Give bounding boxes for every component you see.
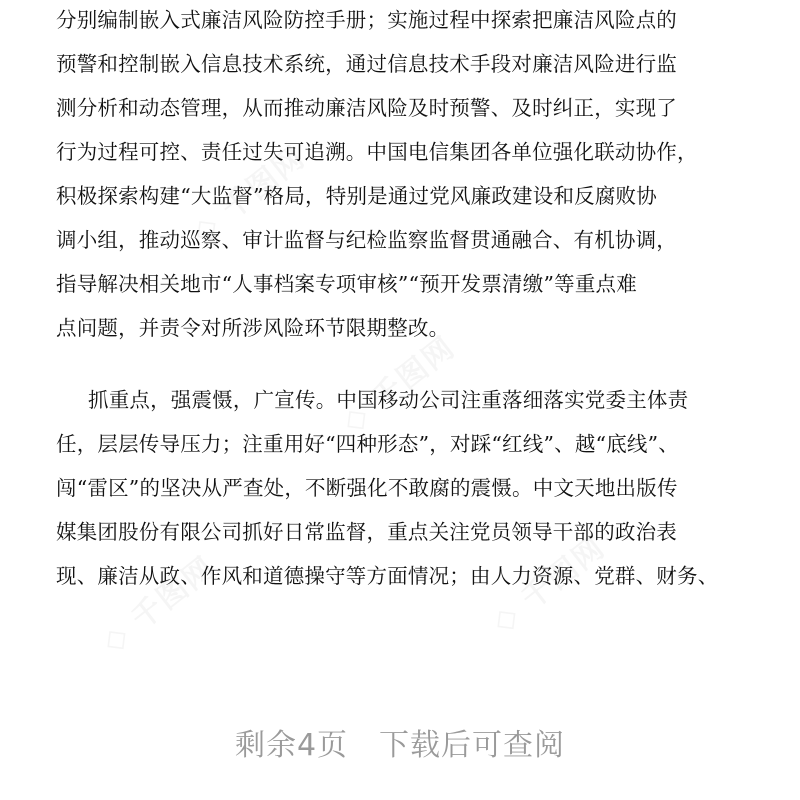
text-line: 点问题，并责令对所涉风险环节限期整改。 (56, 316, 450, 340)
text-line: 任，层层传导压力；注重用好“四种形态”，对踩“红线”、越“底线”、 (56, 432, 679, 456)
text-line: 现、廉洁从政、作风和道德操守等方面情况；由人力资源、党群、财务、 (56, 564, 719, 588)
watermark: ◇ 千图网 (95, 549, 223, 660)
remaining-pages-download-link[interactable]: 剩余4页 下载后可查阅 (234, 728, 566, 763)
text-line: 调小组，推动巡察、审计监督与纪检监察监督贯通融合、有机协调， (56, 228, 677, 252)
text-line: 指导解决相关地市“人事档案专项审核”“预开发票清缴”等重点难 (56, 272, 637, 296)
watermark: ◇ 千图网 (185, 139, 313, 250)
text-line: 测分析和动态管理，从而推动廉洁风险及时预警、及时纠正，实现了 (56, 96, 677, 120)
text-line: 积极探索构建“大监督”格局，特别是通过党风廉政建设和反腐败协 (56, 184, 657, 208)
text-line: 行为过程可控、责任过失可追溯。中国电信集团各单位强化联动协作， (56, 140, 698, 164)
text-line: 媒集团股份有限公司抓好日常监督，重点关注党员领导干部的政治表 (56, 520, 677, 544)
text-line: 分别编制嵌入式廉洁风险防控手册；实施过程中探索把廉洁风险点的 (56, 8, 677, 32)
watermark: ◇ 千图网 (335, 329, 463, 440)
text-line: 抓重点，强震慑，广宣传。中国移动公司注重落细落实党委主体责 (88, 388, 689, 412)
text-line: 闯“雷区”的坚决从严查处，不断强化不敢腐的震慑。中文天地出版传 (56, 476, 678, 500)
watermark: ◇ 千图网 (485, 529, 613, 640)
text-line: 预警和控制嵌入信息技术系统，通过信息技术手段对廉洁风险进行监 (56, 52, 677, 76)
